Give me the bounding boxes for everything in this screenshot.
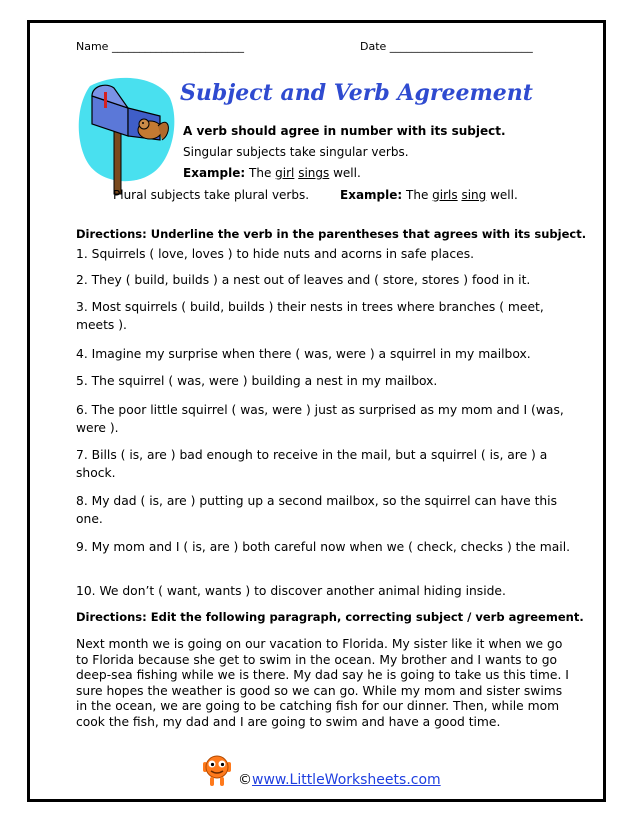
example-subject: girl [275,166,295,180]
singular-example: Example: The girl sings well. [183,166,361,180]
name-field-label: Name ________________________ [76,40,244,53]
question-item: 4. Imagine my surprise when there ( was, were ) a squirrel in my mailbox. [76,347,531,361]
example-label: Example: [183,166,246,180]
question-item: 3. Most squirrels ( build, builds ) their nests in trees where branches ( meet, meets ). [76,300,544,332]
example-label: Example: [340,188,403,202]
question-item: 5. The squirrel ( was, were ) building a nest in my mailbox. [76,374,438,388]
question-item: 10. We don’t ( want, wants ) to discover another animal hiding inside. [76,584,506,598]
rule-plural: Plural subjects take plural verbs. [113,188,310,202]
example-subject: girls [432,188,458,202]
question-item: 9. My mom and I ( is, are ) both careful now when we ( check, checks ) the mail. [76,540,571,554]
monster-mascot-logo [200,752,234,788]
question-item: 1. Squirrels ( love, loves ) to hide nuts and acorns in safe places. [76,247,475,261]
question-item: 6. The poor little squirrel ( was, were ) just as surprised as my mom and I (was, were ). [76,403,564,435]
directions-edit: Directions: Edit the following paragraph, correcting subject / verb agreement. [76,610,584,624]
directions-underline: Directions: Underline the verb in the parentheses that agrees with its subject. [76,227,587,241]
rule-agreement: A verb should agree in number with its subject. [183,124,506,138]
example-verb: sing [461,188,487,202]
example-verb: sings [298,166,330,180]
edit-paragraph: Next month we is going on our vacation to Florida. My sister like it when we go to Florida because she get to swim in the ocean. My brother and I wants to go deep-sea fishing while we is there. My dad say he is going to take us this time. I sure hopes the weather is good so we can go. While my mom and sister swims in the ocean, we are going to be catching fish for our dinner. Then, while mom cook the fish, my dad and I are going to swim and have a good time. [76,637,569,729]
question-item: 7. Bills ( is, are ) bad enough to receive in the mail, but a squirrel ( is, are ) a shock. [76,448,548,480]
question-item: 2. They ( build, builds ) a nest out of leaves and ( store, stores ) food in it. [76,273,531,287]
worksheet-title: Subject and Verb Agreement [180,80,533,106]
plural-example: Example: The girls sing well. [340,188,518,202]
website-link[interactable]: www.LittleWorksheets.com [252,772,441,788]
mailbox-squirrel-clipart [76,74,178,196]
footer-credit [238,769,441,788]
date-field-label: Date __________________________ [360,40,533,53]
copyright-symbol: © [238,772,252,788]
question-item: 8. My dad ( is, are ) putting up a second mailbox, so the squirrel can have this one. [76,494,558,526]
rule-singular: Singular subjects take singular verbs. [183,145,409,159]
